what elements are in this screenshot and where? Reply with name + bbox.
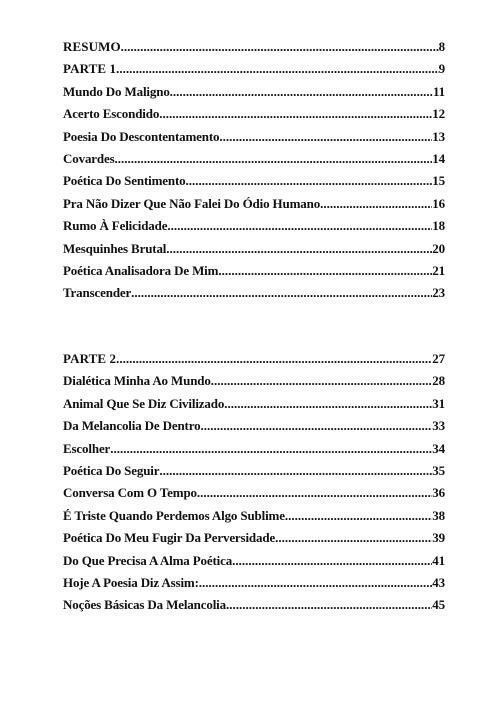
toc-entry[interactable] bbox=[63, 81, 445, 103]
toc-entry[interactable] bbox=[63, 393, 445, 415]
toc-entry[interactable] bbox=[63, 460, 445, 482]
toc-dot-leader bbox=[232, 550, 432, 572]
toc-dot-leader bbox=[226, 594, 432, 616]
toc-dot-leader bbox=[116, 58, 439, 80]
toc-entry[interactable] bbox=[63, 215, 445, 237]
toc-dot-leader bbox=[167, 215, 432, 237]
toc-dot-leader bbox=[116, 348, 432, 370]
toc-dot-leader bbox=[170, 81, 433, 103]
toc-entry-title: Do Que Precisa A Alma Poética bbox=[63, 552, 233, 568]
toc-dot-leader bbox=[121, 36, 439, 58]
toc-dot-leader bbox=[211, 370, 433, 392]
toc-entry[interactable] bbox=[63, 550, 445, 572]
toc-entry-page: 36 bbox=[432, 485, 445, 501]
toc-entry-title: É Triste Quando Perdemos Algo Sublime bbox=[63, 507, 285, 523]
toc-entry-page: 21 bbox=[432, 262, 445, 278]
toc-dot-leader bbox=[285, 505, 432, 527]
toc-dot-leader bbox=[199, 572, 433, 594]
toc-dot-leader bbox=[159, 460, 432, 482]
toc-entry-title: Covardes bbox=[63, 150, 115, 166]
toc-entry-page: 33 bbox=[432, 418, 445, 434]
toc-entry[interactable] bbox=[63, 238, 445, 260]
toc-entry[interactable] bbox=[63, 260, 445, 282]
toc-dot-leader bbox=[320, 193, 432, 215]
toc-entry[interactable] bbox=[63, 36, 445, 58]
toc-entry-title: PARTE 1 bbox=[63, 61, 117, 77]
toc-entry-title: Poesia Do Descontentamento bbox=[63, 128, 220, 144]
toc-dot-leader bbox=[166, 238, 432, 260]
toc-dot-leader bbox=[159, 103, 432, 125]
toc-entry-title: Rumo À Felicidade bbox=[63, 218, 168, 234]
toc-section-part-1 bbox=[63, 36, 445, 305]
toc-entry-page: 41 bbox=[432, 552, 445, 568]
toc-entry-page: 8 bbox=[438, 39, 445, 54]
toc-entry-title: Acerto Escondido bbox=[63, 106, 160, 122]
toc-entry[interactable] bbox=[63, 282, 445, 304]
toc-entry-page: 45 bbox=[432, 597, 445, 613]
toc-entry-title: RESUMO bbox=[63, 39, 121, 54]
toc-entry-title: PARTE 2 bbox=[63, 351, 117, 366]
toc-entry[interactable] bbox=[63, 103, 445, 125]
toc-entry-page: 34 bbox=[432, 440, 445, 456]
toc-entry-title: Conversa Com O Tempo bbox=[63, 485, 197, 501]
toc-dot-leader bbox=[218, 260, 432, 282]
toc-entry[interactable] bbox=[63, 415, 445, 437]
toc-entry-page: 38 bbox=[432, 507, 445, 523]
toc-entry[interactable] bbox=[63, 58, 445, 80]
toc-dot-leader bbox=[186, 170, 433, 192]
toc-entry[interactable] bbox=[63, 438, 445, 460]
toc-entry-title: Escolher bbox=[63, 440, 111, 456]
toc-entry-title: Animal Que Se Diz Civilizado bbox=[63, 395, 225, 411]
toc-dot-leader bbox=[110, 438, 432, 460]
toc-dot-leader bbox=[275, 527, 432, 549]
toc-entry-title: Pra Não Dizer Que Não Falei Do Ódio Humano bbox=[63, 195, 321, 211]
toc-entry[interactable] bbox=[63, 527, 445, 549]
toc-entry-page: 13 bbox=[432, 128, 445, 144]
toc-entry-page: 35 bbox=[432, 462, 445, 478]
toc-dot-leader bbox=[224, 393, 432, 415]
toc-entry[interactable] bbox=[63, 170, 445, 192]
toc-entry[interactable] bbox=[63, 348, 445, 370]
toc-entry[interactable] bbox=[63, 193, 445, 215]
toc-entry-title: Hoje A Poesia Diz Assim: bbox=[63, 574, 199, 590]
toc-entry-page: 9 bbox=[438, 61, 445, 77]
toc-entry-title: Dialética Minha Ao Mundo bbox=[63, 373, 211, 389]
toc-dot-leader bbox=[219, 126, 432, 148]
toc-entry-page: 28 bbox=[432, 373, 445, 389]
toc-dot-leader bbox=[200, 415, 432, 437]
toc-entry-title: Da Melancolia De Dentro bbox=[63, 418, 201, 434]
toc-entry-page: 18 bbox=[432, 218, 445, 234]
toc-entry-title: Poética Do Meu Fugir Da Perversidade bbox=[63, 530, 276, 546]
toc-entry-title: Mesquinhes Brutal bbox=[63, 240, 167, 256]
toc-entry[interactable] bbox=[63, 370, 445, 392]
toc-entry-title: Mundo Do Maligno bbox=[63, 83, 170, 99]
toc-entry-page: 31 bbox=[432, 395, 445, 411]
toc-entry-page: 20 bbox=[432, 240, 445, 256]
toc-entry[interactable] bbox=[63, 482, 445, 504]
toc-entry-title: Transcender bbox=[63, 285, 132, 301]
toc-entry-title: Poética Do Sentimento bbox=[63, 173, 186, 189]
toc-entry-title: Poética Analisadora De Mim bbox=[63, 262, 219, 278]
toc-entry[interactable] bbox=[63, 505, 445, 527]
toc-entry-title: Poética Do Seguir bbox=[63, 462, 160, 478]
toc-entry[interactable] bbox=[63, 126, 445, 148]
toc-section-part-2 bbox=[63, 348, 445, 617]
toc-entry-page: 27 bbox=[432, 351, 445, 366]
toc-entry-page: 43 bbox=[432, 574, 445, 590]
toc-dot-leader bbox=[197, 482, 432, 504]
toc-entry[interactable] bbox=[63, 572, 445, 594]
toc-entry[interactable] bbox=[63, 594, 445, 616]
toc-entry-page: 12 bbox=[432, 106, 445, 122]
toc-entry-page: 16 bbox=[432, 195, 445, 211]
toc-entry-page: 11 bbox=[433, 83, 445, 99]
toc-dot-leader bbox=[115, 148, 433, 170]
toc-entry-title: Noções Básicas Da Melancolia bbox=[63, 597, 226, 613]
toc-entry-page: 15 bbox=[432, 173, 445, 189]
toc-entry-page: 39 bbox=[432, 530, 445, 546]
toc-entry-page: 23 bbox=[432, 285, 445, 301]
toc-entry-page: 14 bbox=[432, 150, 445, 166]
toc-entry[interactable] bbox=[63, 148, 445, 170]
toc-dot-leader bbox=[131, 282, 432, 304]
